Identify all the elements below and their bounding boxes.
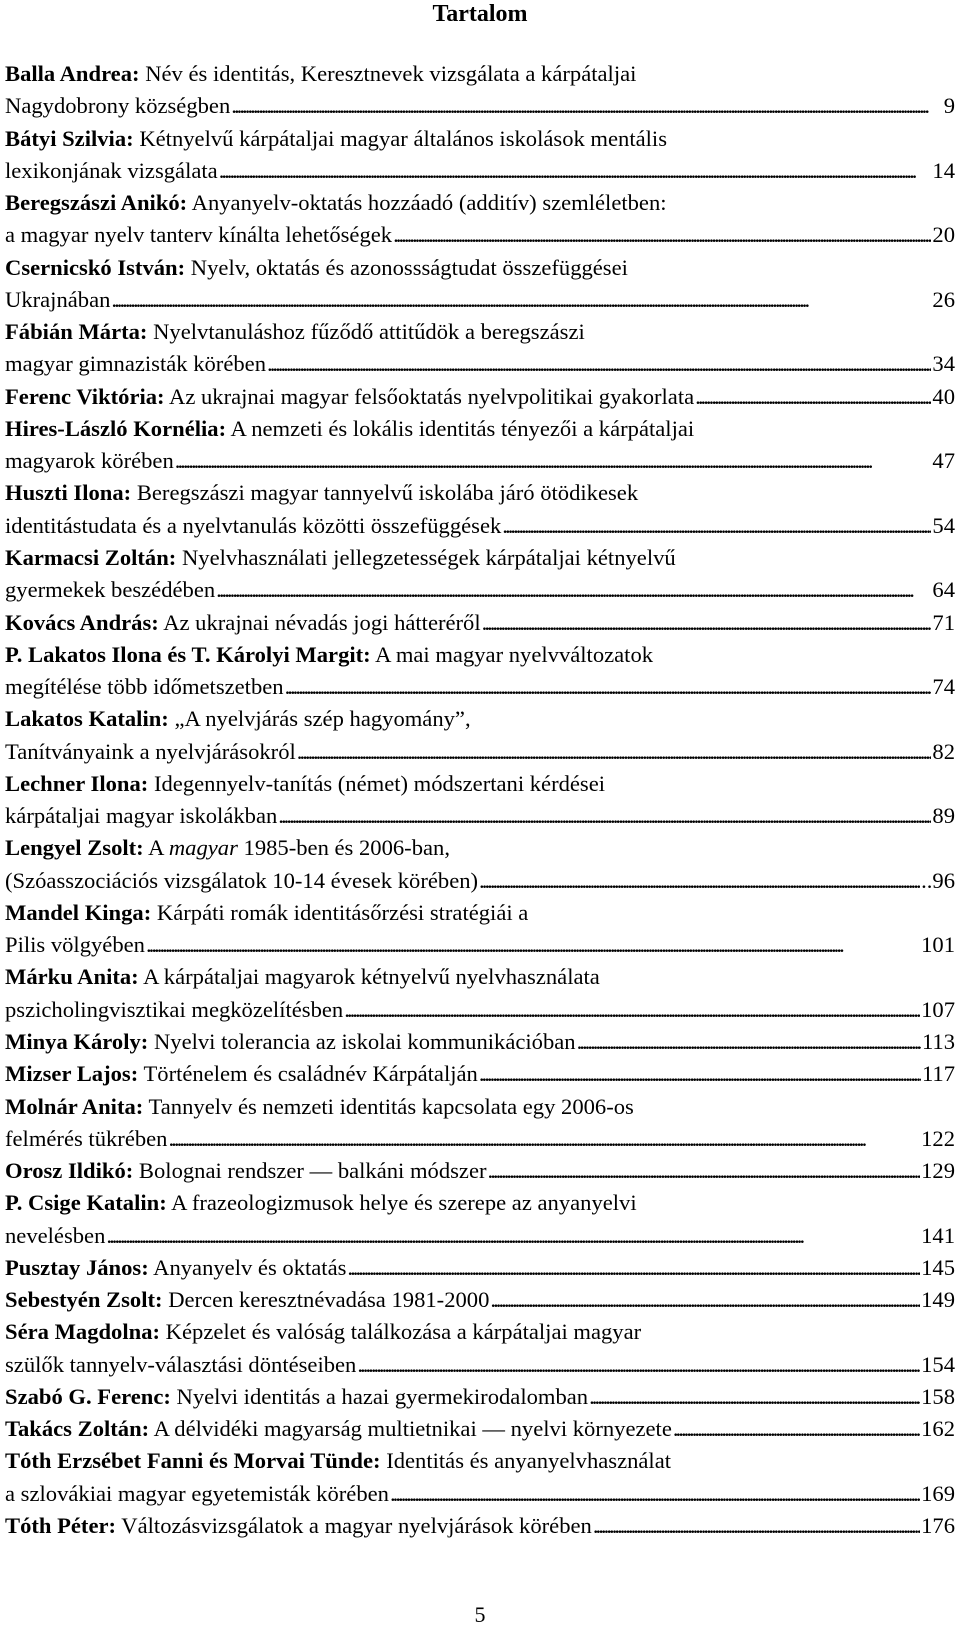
toc-line	[5, 800, 955, 832]
toc-line	[5, 219, 955, 251]
toc-page-number: 149	[921, 1287, 955, 1313]
toc-line-text	[5, 510, 501, 542]
toc-author: Beregszászi Anikó:	[5, 190, 188, 216]
toc-leader-dots	[347, 1252, 920, 1284]
toc-author: Mizser Lajos:	[5, 1061, 139, 1087]
toc-entry[interactable]	[5, 1155, 955, 1187]
toc-line-text	[5, 445, 174, 477]
toc-page-number: 154	[921, 1351, 955, 1377]
toc-title: Nyelvhasználati jellegzetességek kárpátaljai kétnyelvű	[181, 544, 676, 570]
toc-line	[5, 607, 955, 639]
toc-entry[interactable]	[5, 1252, 955, 1284]
toc-page-number: 20	[932, 222, 955, 248]
toc-line-text	[5, 897, 528, 929]
toc-line-text	[5, 187, 667, 219]
toc-line	[5, 413, 955, 445]
toc-author: Balla Andrea:	[5, 61, 140, 86]
toc-title: Idegennyelv-tanítás (német) módszertani kérdései	[153, 770, 606, 796]
toc-page-number: 26	[932, 286, 955, 312]
toc-author: Fábián Márta:	[5, 319, 148, 345]
toc-line	[5, 1026, 955, 1058]
toc-page-number: 158	[921, 1383, 955, 1409]
toc-entry[interactable]	[5, 639, 955, 704]
toc-author: Séra Magdolna:	[5, 1319, 161, 1345]
toc-title-italic: magyar	[168, 835, 238, 861]
toc-leader-dots	[175, 445, 932, 477]
toc-line-text	[5, 865, 478, 897]
toc-line-text	[5, 542, 676, 574]
toc-title: Az ukrajnai névadás jogi hátteréről	[163, 609, 481, 635]
toc-author: Orosz Ildikó:	[5, 1158, 134, 1184]
toc-author: Takács Zoltán:	[5, 1416, 150, 1442]
toc-title: identitástudata és a nyelvtanulás közötti összefüggések	[5, 512, 502, 538]
toc-leader-dots	[216, 574, 931, 606]
toc-leader-dots	[344, 994, 920, 1026]
toc-author: Ferenc Viktória:	[5, 383, 165, 409]
toc-line	[5, 510, 955, 542]
toc-line	[5, 123, 955, 155]
toc-line	[5, 1123, 955, 1155]
toc-line	[5, 897, 955, 929]
toc-author: P. Csige Katalin:	[5, 1190, 167, 1216]
toc-title: A délvidéki magyarság multietnikai — nyelvi környezete	[153, 1416, 672, 1442]
toc-leader-dots	[297, 736, 932, 768]
toc-line-text	[5, 994, 343, 1026]
toc-entry[interactable]	[5, 58, 955, 123]
toc-title: A frazeologizmusok helye és szerepe az anyanyelvi	[171, 1190, 637, 1216]
toc-title: Tanítványaink a nyelvjárásokról	[5, 738, 296, 764]
toc-title: pszicholingvisztikai megközelítésben	[5, 996, 344, 1022]
toc-page-number: 141	[921, 1222, 955, 1248]
toc-author: Sebestyén Zsolt:	[5, 1287, 163, 1313]
toc-title: Nyelv, oktatás és azonossságtudat összefüggései	[190, 254, 628, 280]
toc-page-number: 117	[921, 1061, 955, 1087]
toc-author: Márku Anita:	[5, 964, 139, 990]
toc-entry[interactable]	[5, 1058, 955, 1090]
toc-title: Nyelvi identitás a hazai gyermekirodalomban	[176, 1383, 589, 1409]
toc-line	[5, 736, 955, 768]
toc-entry[interactable]	[5, 1284, 955, 1316]
toc-leader-dots	[278, 800, 931, 832]
toc-page-number: 54	[932, 512, 955, 538]
toc-leader-dots	[111, 284, 931, 316]
toc-title: Nyelvi tolerancia az iskolai kommunikációban	[153, 1028, 576, 1054]
toc-line-text	[5, 768, 605, 800]
toc-author: Lengyel Zsolt:	[5, 835, 144, 861]
toc-title: Az ukrajnai magyar felsőoktatás nyelvpolitikai gyakorlata	[169, 383, 695, 409]
toc-line-text	[5, 1187, 637, 1219]
toc-line-text	[5, 574, 215, 606]
toc-leader-dots	[393, 219, 931, 251]
toc-author: Tóth Péter:	[5, 1512, 117, 1538]
toc-author: Lakatos Katalin:	[5, 706, 169, 732]
toc-line	[5, 1478, 955, 1510]
toc-title: magyar gimnazisták körében	[5, 351, 266, 377]
toc-entry[interactable]	[5, 1445, 955, 1510]
toc-page-number: 129	[921, 1158, 955, 1184]
toc-entry[interactable]	[5, 607, 955, 639]
toc-line-text	[5, 1123, 167, 1155]
toc-line	[5, 316, 955, 348]
toc-leader-dots	[168, 1123, 920, 1155]
toc-title-part: A	[148, 835, 164, 861]
toc-line	[5, 1155, 955, 1187]
toc-title: (Szóasszociációs vizsgálatok 10-14 évesek körében)	[5, 867, 479, 893]
toc-entry[interactable]	[5, 187, 955, 252]
toc-author: Pusztay János:	[5, 1254, 149, 1280]
toc-title: A mai magyar nyelvváltozatok	[375, 641, 654, 667]
toc-leader-dots	[479, 1058, 921, 1090]
toc-line	[5, 542, 955, 574]
toc-entry[interactable]	[5, 1091, 955, 1156]
toc-leader-dots	[577, 1026, 921, 1058]
toc-title-part: 1985-ben és 2006-ban,	[243, 835, 450, 861]
toc-line-text	[5, 800, 277, 832]
page-title: Tartalom	[432, 1, 528, 27]
toc-entry[interactable]	[5, 897, 955, 962]
toc-title: a magyar nyelv tanterv kínálta lehetőségek	[5, 222, 393, 248]
toc-line	[5, 58, 955, 90]
toc-line	[5, 1316, 955, 1348]
toc-title: Anyanyelv-oktatás hozzáadó (additív) szemléletben:	[191, 190, 667, 216]
toc-page-number: 101	[921, 932, 955, 958]
toc-author: Karmacsi Zoltán:	[5, 544, 177, 570]
toc-entry[interactable]	[5, 703, 955, 768]
toc-leader-dots	[390, 1478, 920, 1510]
toc-page-number: 74	[932, 674, 955, 700]
toc-entry[interactable]	[5, 381, 955, 413]
toc-leader-dots	[589, 1381, 920, 1413]
toc-author: Bátyi Szilvia:	[5, 125, 134, 151]
toc-line-text	[5, 961, 600, 993]
toc-title: Bolognai rendszer — balkáni módszer	[138, 1158, 487, 1184]
toc-entry[interactable]	[5, 477, 955, 542]
toc-line-text	[5, 1220, 105, 1252]
toc-line-text	[5, 1478, 389, 1510]
toc-author: Lechner Ilona:	[5, 770, 149, 796]
toc-line-text	[5, 123, 667, 155]
toc-author: Mandel Kinga:	[5, 899, 152, 925]
toc-title: Tannyelv és nemzeti identitás kapcsolata egy 2006-os	[148, 1093, 634, 1119]
toc-page-number: 145	[921, 1254, 955, 1280]
toc-line	[5, 252, 955, 284]
toc-leader-dots	[502, 510, 931, 542]
toc-line-text	[5, 639, 653, 671]
toc-line-text	[5, 348, 266, 380]
toc-entry[interactable]	[5, 252, 955, 317]
toc-title: lexikonjának vizsgálata	[5, 157, 218, 183]
toc-line-text	[5, 1349, 356, 1381]
toc-line-text	[5, 90, 230, 122]
toc-line	[5, 1187, 955, 1219]
toc-line-text	[5, 316, 585, 348]
toc-line-text	[5, 1058, 478, 1090]
toc-line	[5, 865, 955, 897]
toc-line	[5, 832, 955, 864]
toc-author: Csernicskó István:	[5, 254, 186, 280]
toc-line	[5, 445, 955, 477]
toc-line-text	[5, 1510, 592, 1542]
toc-author: Szabó G. Ferenc:	[5, 1383, 171, 1409]
toc-leader-dots	[267, 348, 931, 380]
toc-entry[interactable]	[5, 123, 955, 188]
toc-leader-dots	[488, 1155, 921, 1187]
table-of-contents	[5, 58, 955, 1542]
toc-page-number: 107	[921, 996, 955, 1022]
toc-entry[interactable]	[5, 1413, 955, 1445]
toc-page-number: 47	[932, 448, 955, 474]
toc-leader-dots	[146, 929, 920, 961]
toc-line-text	[5, 413, 694, 445]
toc-line	[5, 1284, 955, 1316]
toc-line-text	[5, 671, 284, 703]
toc-entry[interactable]	[5, 832, 955, 897]
toc-line	[5, 1252, 955, 1284]
toc-line-text	[5, 1026, 576, 1058]
toc-line	[5, 1381, 955, 1413]
toc-line	[5, 90, 955, 122]
toc-title: Képzelet és valóság találkozása a kárpátaljai magyar	[165, 1319, 642, 1345]
toc-title: A kárpátaljai magyarok kétnyelvű nyelvhasználata	[143, 964, 600, 990]
toc-line	[5, 768, 955, 800]
toc-line	[5, 1510, 955, 1542]
toc-leader-dots	[695, 381, 931, 413]
toc-line-text	[5, 1155, 487, 1187]
toc-author: P. Lakatos Ilona és T. Károlyi Margit:	[5, 641, 371, 667]
toc-page-number: 40	[932, 383, 955, 409]
toc-title: Név és identitás, Keresztnevek vizsgálata a kárpátaljai	[145, 61, 637, 86]
toc-author: Tóth Erzsébet Fanni és Morvai Tünde:	[5, 1448, 381, 1474]
toc-page-number: 113	[921, 1028, 955, 1054]
toc-line	[5, 961, 955, 993]
toc-page-number: ..96	[921, 867, 955, 893]
toc-line-text	[5, 1445, 671, 1477]
toc-author: Molnár Anita:	[5, 1093, 144, 1119]
toc-title: Kárpáti romák identitásőrzési stratégiái a	[156, 899, 529, 925]
toc-line-text	[5, 736, 296, 768]
toc-author: Huszti Ilona:	[5, 480, 132, 506]
toc-title: Nagydobrony községben	[5, 93, 231, 119]
toc-page-number: 64	[932, 577, 955, 603]
toc-leader-dots	[106, 1220, 920, 1252]
toc-page-number: 82	[932, 738, 955, 764]
toc-line	[5, 381, 955, 413]
toc-line-text	[5, 58, 636, 90]
toc-entry[interactable]	[5, 961, 955, 1026]
toc-author: Minya Károly:	[5, 1028, 149, 1054]
toc-title: kárpátaljai magyar iskolákban	[5, 803, 278, 829]
toc-page-number: 34	[932, 351, 955, 377]
toc-title: megítélése több időmetszetben	[5, 674, 284, 700]
toc-line	[5, 1349, 955, 1381]
toc-page-number: 169	[921, 1480, 955, 1506]
toc-line	[5, 187, 955, 219]
toc-line-text	[5, 1381, 588, 1413]
toc-title: Pilis völgyében	[5, 932, 145, 958]
toc-line	[5, 929, 955, 961]
toc-entry[interactable]	[5, 1187, 955, 1252]
toc-line	[5, 348, 955, 380]
toc-title: szülők tannyelv-választási döntéseiben	[5, 1351, 357, 1377]
toc-entry[interactable]	[5, 1510, 955, 1542]
toc-leader-dots	[219, 155, 932, 187]
toc-line-text	[5, 1091, 634, 1123]
toc-page-number: 9	[943, 93, 955, 119]
toc-title: Identitás és anyanyelvhasználat	[386, 1448, 672, 1474]
toc-entry[interactable]	[5, 1316, 955, 1381]
toc-leader-dots	[231, 90, 942, 122]
toc-line	[5, 994, 955, 1026]
toc-title: Anyanyelv és oktatás	[153, 1254, 347, 1280]
toc-author: Kovács András:	[5, 609, 159, 635]
toc-line	[5, 477, 955, 509]
toc-line-text	[5, 1284, 489, 1316]
toc-title: Nyelvtanuláshoz fűződő attitűdök a beregszászi	[153, 319, 585, 345]
toc-leader-dots	[593, 1510, 920, 1542]
toc-line	[5, 574, 955, 606]
toc-line-text	[5, 1252, 346, 1284]
toc-entry[interactable]	[5, 768, 955, 833]
toc-line	[5, 1091, 955, 1123]
toc-line-text	[5, 155, 218, 187]
toc-title: A nemzeti és lokális identitás tényezői a kárpátaljai	[230, 415, 695, 441]
toc-title: magyarok körében	[5, 448, 174, 474]
toc-entry[interactable]	[5, 1026, 955, 1058]
toc-page-number: 89	[932, 803, 955, 829]
toc-title: Történelem és családnév Kárpátalján	[143, 1061, 478, 1087]
toc-title: felmérés tükrében	[5, 1125, 168, 1151]
toc-line-text	[5, 929, 145, 961]
toc-line-text	[5, 477, 638, 509]
toc-page-number: 14	[932, 157, 955, 183]
toc-line	[5, 1058, 955, 1090]
toc-author: Hires-László Kornélia:	[5, 415, 227, 441]
toc-title: a szlovákiai magyar egyetemisták körében	[5, 1480, 389, 1506]
toc-leader-dots	[285, 671, 932, 703]
toc-line	[5, 671, 955, 703]
toc-line	[5, 284, 955, 316]
toc-line	[5, 639, 955, 671]
toc-leader-dots	[357, 1349, 920, 1381]
toc-line	[5, 703, 955, 735]
toc-line-text	[5, 1413, 672, 1445]
toc-title: Ukrajnában	[5, 286, 111, 312]
toc-page-number: 162	[921, 1416, 955, 1442]
toc-line-text	[5, 219, 392, 251]
toc-page-number: 176	[921, 1512, 955, 1538]
toc-leader-dots	[490, 1284, 920, 1316]
toc-title: nevelésben	[5, 1222, 106, 1248]
toc-title: gyermekek beszédében	[5, 577, 216, 603]
toc-title: Kétnyelvű kárpátaljai magyar általános iskolások mentális	[139, 125, 667, 151]
toc-line-text	[5, 1316, 641, 1348]
toc-leader-dots	[673, 1413, 920, 1445]
toc-entry[interactable]	[5, 316, 955, 381]
toc-title: Változásvizsgálatok a magyar nyelvjárások körében	[121, 1512, 592, 1538]
toc-entry[interactable]	[5, 413, 955, 478]
toc-line-text	[5, 284, 110, 316]
toc-page-number: 122	[921, 1125, 955, 1151]
toc-line	[5, 1220, 955, 1252]
page-number: 5	[474, 1602, 486, 1627]
toc-line-text	[5, 607, 481, 639]
toc-title: „A nyelvjárás szép hagyomány”,	[174, 706, 471, 732]
toc-title: Beregszászi magyar tannyelvű iskolába járó ötödikesek	[136, 480, 639, 506]
toc-entry[interactable]	[5, 1381, 955, 1413]
toc-leader-dots	[479, 865, 920, 897]
toc-page-number: 71	[932, 609, 955, 635]
toc-line-text	[5, 703, 471, 735]
toc-entry[interactable]	[5, 542, 955, 607]
toc-line	[5, 155, 955, 187]
toc-line-text	[5, 252, 628, 284]
toc-line	[5, 1445, 955, 1477]
toc-line-text	[5, 832, 450, 864]
toc-line	[5, 1413, 955, 1445]
toc-line-text	[5, 381, 694, 413]
toc-leader-dots	[482, 607, 932, 639]
toc-title: Dercen keresztnévadása 1981-2000	[168, 1287, 490, 1313]
